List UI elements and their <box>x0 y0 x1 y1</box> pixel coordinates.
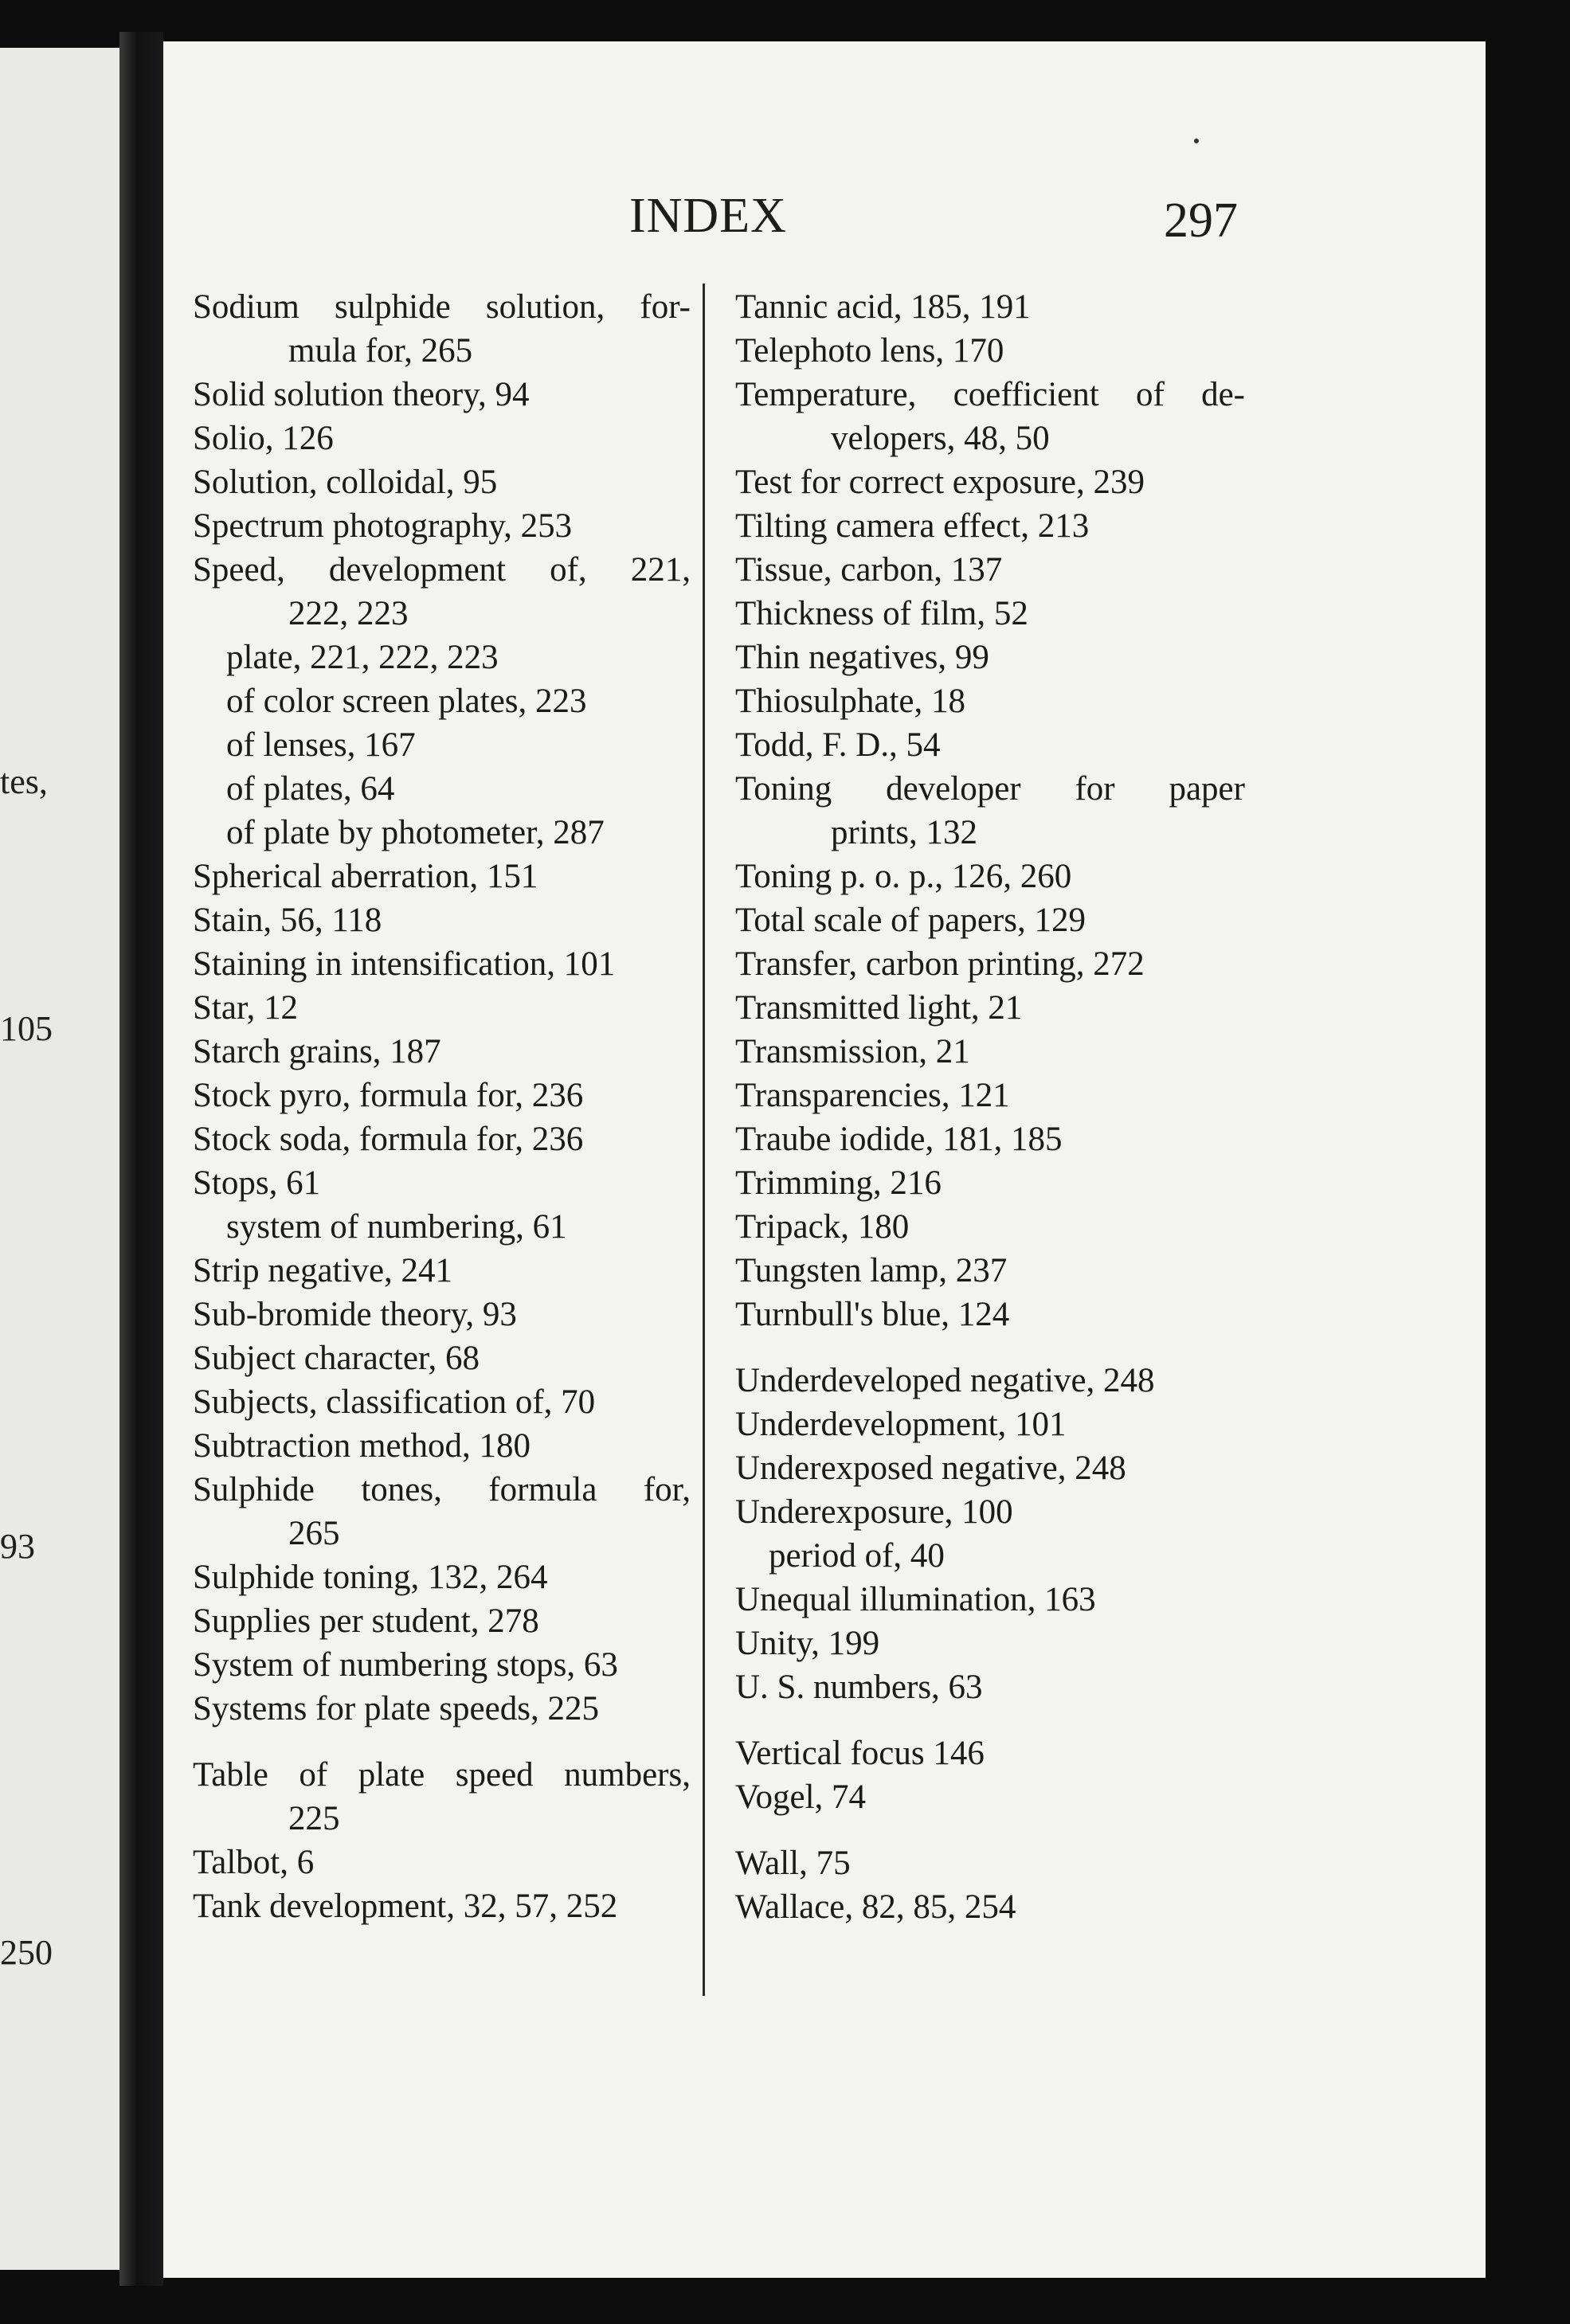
index-entry: Talbot, 6 <box>193 1844 315 1881</box>
index-entry: Stain, 56, 118 <box>193 902 382 939</box>
index-entry: Stops, 61 <box>193 1164 321 1202</box>
index-entry: Turnbull's blue, 124 <box>735 1296 1010 1333</box>
index-entry: of lenses, 167 <box>226 726 416 764</box>
index-entry: Sub-bromide theory, 93 <box>193 1296 517 1333</box>
index-entry: Transfer, carbon printing, 272 <box>735 945 1145 983</box>
index-entry: Systems for plate speeds, 225 <box>193 1690 599 1727</box>
index-entry: Tripack, 180 <box>735 1208 910 1246</box>
index-entry: Supplies per student, 278 <box>193 1602 539 1640</box>
right-index-column <box>735 285 1245 1929</box>
index-entry: Toning p. o. p., 126, 260 <box>735 858 1072 895</box>
index-entry: 225 <box>288 1800 340 1837</box>
index-entry: Solution, colloidal, 95 <box>193 464 498 501</box>
index-entry: velopers, 48, 50 <box>831 420 1050 457</box>
index-entry: Underdevelopment, 101 <box>735 1406 1067 1443</box>
index-entry: prints, 132 <box>831 814 977 851</box>
index-entry: system of numbering, 61 <box>226 1208 567 1246</box>
index-entry: Solid solution theory, 94 <box>193 376 530 413</box>
index-entry: Thickness of film, 52 <box>735 595 1028 632</box>
index-entry: period of, 40 <box>769 1537 945 1575</box>
index-entry: Tank development, 32, 57, 252 <box>193 1888 618 1925</box>
index-entry: Vertical focus 146 <box>735 1735 985 1772</box>
index-entry: Toning developer for paper <box>735 770 1245 808</box>
index-entry: of plate by photometer, 287 <box>226 814 605 851</box>
index-entry: 265 <box>288 1515 340 1552</box>
index-entry: Staining in intensification, 101 <box>193 945 616 983</box>
index-entry: Underexposure, 100 <box>735 1493 1013 1531</box>
book-gutter <box>119 32 163 2286</box>
index-entry: Unequal illumination, 163 <box>735 1581 1096 1618</box>
column-divider <box>703 284 705 1996</box>
index-entry: Telephoto lens, 170 <box>735 332 1004 370</box>
index-entry: Tilting camera effect, 213 <box>735 507 1090 545</box>
index-entry: Subjects, classification of, 70 <box>193 1383 596 1421</box>
index-entry: mula for, 265 <box>288 332 473 370</box>
index-entry: Transmission, 21 <box>735 1033 970 1070</box>
facing-fragment: 250 <box>0 1933 53 1972</box>
index-entry: Tissue, carbon, 137 <box>735 551 1003 589</box>
index-entry: System of numbering stops, 63 <box>193 1646 618 1684</box>
index-entry: Sulphide tones, formula for, <box>193 1471 691 1508</box>
facing-fragment: tes, <box>0 762 48 801</box>
index-entry: Unity, 199 <box>735 1625 880 1662</box>
index-entry: Todd, F. D., 54 <box>735 726 941 764</box>
index-entry: plate, 221, 222, 223 <box>226 639 499 676</box>
index-entry: Sulphide toning, 132, 264 <box>193 1559 548 1596</box>
facing-fragment: 105 <box>0 1009 53 1048</box>
index-entry: Speed, development of, 221, <box>193 551 691 589</box>
index-entry: Table of plate speed numbers, <box>193 1756 691 1794</box>
index-entry: Underdeveloped negative, 248 <box>735 1362 1155 1399</box>
index-entry: Wallace, 82, 85, 254 <box>735 1888 1016 1926</box>
index-entry: Strip negative, 241 <box>193 1252 453 1289</box>
index-entry: Total scale of papers, 129 <box>735 902 1086 939</box>
index-entry: Tungsten lamp, 237 <box>735 1252 1008 1289</box>
page-number: 297 <box>1164 194 1238 248</box>
index-entry: Test for correct exposure, 239 <box>735 464 1145 501</box>
index-entry: Wall, 75 <box>735 1845 851 1882</box>
index-entry: of color screen plates, 223 <box>226 683 587 720</box>
facing-page <box>0 48 119 2270</box>
index-entry: Sodium sulphide solution, for- <box>193 288 691 326</box>
index-entry: Temperature, coefficient of de- <box>735 376 1245 413</box>
index-entry: Stock soda, formula for, 236 <box>193 1121 584 1158</box>
index-entry: Stock pyro, formula for, 236 <box>193 1077 584 1114</box>
index-entry: of plates, 64 <box>226 770 395 808</box>
index-entry: Subtraction method, 180 <box>193 1427 531 1465</box>
running-title: INDEX <box>629 189 787 243</box>
facing-fragment: 93 <box>0 1527 35 1566</box>
index-entry: Solio, 126 <box>193 420 334 457</box>
left-index-column <box>193 285 691 1928</box>
index-entry: Vogel, 74 <box>735 1778 867 1816</box>
index-entry: Trimming, 216 <box>735 1164 942 1202</box>
index-page <box>163 41 1486 2278</box>
index-entry: Underexposed negative, 248 <box>735 1450 1126 1487</box>
index-entry: U. S. numbers, 63 <box>735 1669 983 1706</box>
index-entry: Transmitted light, 21 <box>735 989 1023 1027</box>
index-entry: Spherical aberration, 151 <box>193 858 538 895</box>
index-entry: Subject character, 68 <box>193 1340 480 1377</box>
index-entry: Spectrum photography, 253 <box>193 507 573 545</box>
index-entry: Tannic acid, 185, 191 <box>735 288 1031 326</box>
dust-speck <box>1194 139 1199 143</box>
index-entry: Star, 12 <box>193 989 299 1027</box>
index-entry: Thin negatives, 99 <box>735 639 989 676</box>
index-entry: 222, 223 <box>288 595 409 632</box>
index-entry: Traube iodide, 181, 185 <box>735 1121 1063 1158</box>
index-entry: Thiosulphate, 18 <box>735 683 966 720</box>
index-entry: Transparencies, 121 <box>735 1077 1010 1114</box>
index-entry: Starch grains, 187 <box>193 1033 441 1070</box>
